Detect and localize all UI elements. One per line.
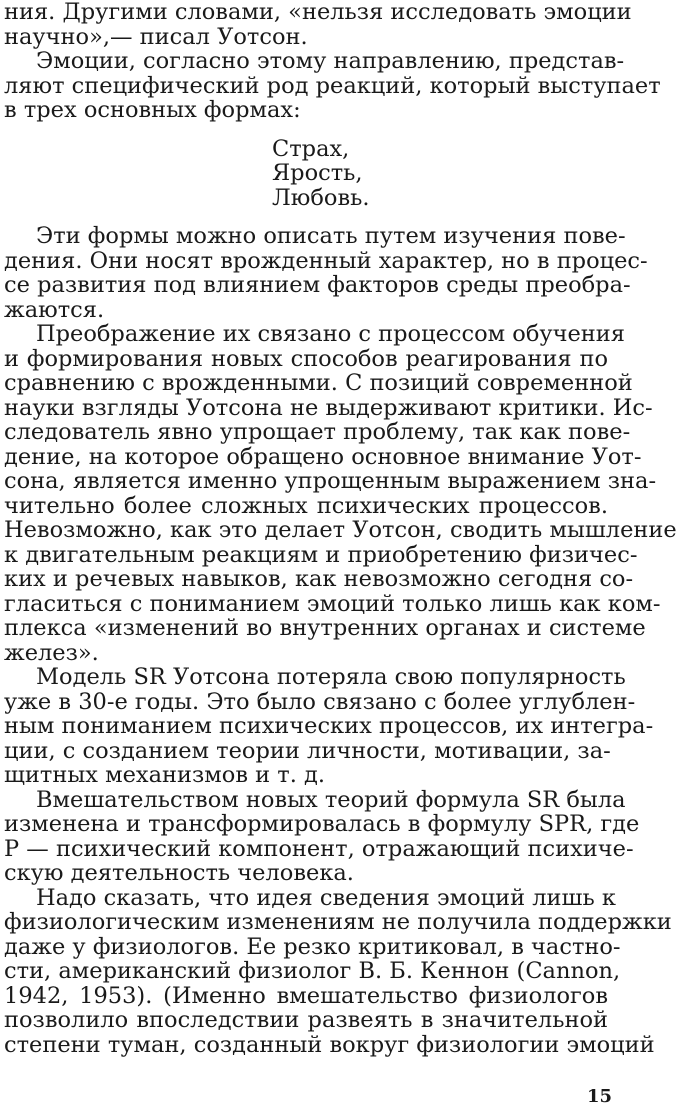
page-text (4, 0, 677, 1058)
text-line: и формирования новых способов реагирования по (4, 345, 608, 372)
text-line: Вмешательством новых теорий формула SR была (36, 786, 626, 813)
text-line: гласиться с пониманием эмоций только лишь как ком- (4, 590, 661, 617)
text-line: скую деятельность человека. (4, 860, 354, 886)
text-line: желез». (4, 639, 99, 666)
text-line: Преображение их связано с процессом обучения (36, 321, 625, 347)
text-line: дения. Они носят врожденный характер, но в процес- (4, 247, 648, 274)
list-item: Любовь. (272, 184, 370, 211)
text-line: степени туман, созданный вокруг физиологии эмоций (4, 1031, 655, 1058)
text-line: ции, с созданием теории личности, мотивации, за- (4, 737, 611, 764)
text-line: плекса «изменений во внутренних органах и системе (4, 615, 646, 641)
text-line: к двигательным реакциям и приобретению физичес- (4, 541, 638, 568)
text-line: науки взгляды Уотсона не выдерживают критики. Ис- (4, 394, 653, 421)
text-line: дение, на которое обращено основное внимание Уот- (4, 443, 642, 470)
text-line: Надо сказать, что идея сведения эмоций лишь к (36, 884, 616, 911)
list-item: Страх, (272, 135, 350, 162)
text-line: следователь явно упрощает проблему, так как пове- (4, 419, 631, 445)
list-item: Ярость, (272, 160, 363, 186)
text-line: научно»,— писал Уотсон. (4, 23, 308, 50)
text-line: се развития под влиянием факторов среды преобра- (4, 272, 631, 298)
text-line: Эмоции, согласно этому направлению, представ- (36, 48, 625, 74)
text-line: ких и речевых навыков, как невозможно сегодня со- (4, 566, 634, 592)
text-line: изменена и трансформировалась в формулу SPR, где (4, 811, 640, 837)
text-line: в трех основных формах: (4, 97, 301, 123)
text-line: ляют специфический род реакций, который выступает (4, 72, 661, 99)
spacer (4, 210, 608, 224)
text-line: сона, является именно упрощенным выражением зна- (4, 468, 657, 494)
text-line: 1942, 1953). (Именно вмешательство физиологов (4, 982, 608, 1009)
text-line: P — психический компонент, отражающий психиче- (4, 835, 634, 862)
text-line: даже у физиологов. Ее резко критиковал, в частно- (4, 933, 621, 960)
text-line: сти, американский физиолог В. Б. Кеннон (Cannon, (4, 958, 621, 984)
spacer (4, 123, 608, 137)
page-number: 15 (586, 1086, 612, 1107)
text-line: ным пониманием психических процессов, их интегра- (4, 713, 654, 739)
text-line: уже в 30-е годы. Это было связано с более углублен- (4, 688, 636, 715)
text-line: сравнению с врожденными. С позиций современной (4, 370, 633, 396)
text-line: Невозможно, как это делает Уотсон, сводить мышление (4, 517, 677, 543)
text-line: ния. Другими словами, «нельзя исследовать эмоции (4, 0, 632, 25)
text-line: жаются. (4, 296, 105, 323)
text-line: физиологическим изменениям не получила поддержки (4, 909, 672, 935)
text-line: Эти формы можно описать путем изучения пове- (36, 223, 626, 249)
text-line: позволило впоследствии развеять в значительной (4, 1007, 608, 1033)
text-line: щитных механизмов и т. д. (4, 762, 326, 788)
text-line: Модель SR Уотсона потеряла свою популярность (36, 664, 626, 690)
text-line: чительно более сложных психических процессов. (4, 492, 608, 519)
